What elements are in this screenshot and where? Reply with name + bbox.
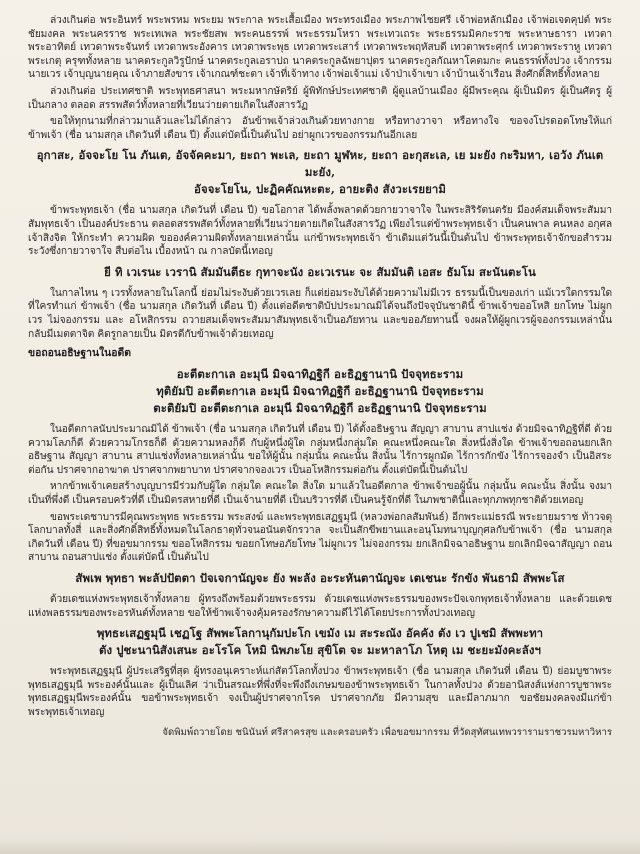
publisher-credit: จัดพิมพ์ถวายโดย ชนินันท์ ศรีสาครสุข และครอบครัว เพื่อขอขมากรรม ที่วัดสุทัศนเทพวรารามราชวรมหาวิหาร bbox=[162, 726, 612, 738]
chant-line: อัจจะโยโน, ปะฏิคคัณหะตะ, อายะติง สังวะเรยยามิ bbox=[194, 182, 446, 197]
page-bottom-edge bbox=[0, 838, 640, 854]
chant-line: สัพเพ พุทธา พะลัปปัตตา ปัจเจกานัญจะ ยัง พะลัง อะระหันตานัญจะ เตเชนะ รักขัง พันธามิ สัพพะโส bbox=[75, 571, 565, 586]
chant-ukasa bbox=[28, 147, 612, 198]
paragraph-forgiveness: ในกาลไหน ๆ เวรทั้งหลายในโลกนี้ ย่อมไม่ระงับด้วยเวรเลย ก็แต่ย่อมระงับได้ด้วยความไม่มีเวร ธรรมนี้เป็นของเก่า แม้เวรใดกรรมใดที่ใครทำแก่ ข้าพเจ้า (ชื่อ นามสกุล เกิดวันที่ เดือน ปี) ตั้งแต่อดีตชาติบัปประมาณมิได้จนถึงปัจจุบันชาตินี้ ข้าพเจ้าขออโหสิ ยกโทษ ไม่ผูกเวร ไม่จองกรรม และ อโหสิกรรม ถวายสมเด็จพระสัมมาสัมพุทธเจ้าเป็นอภัยทาน และขออภัยทานนี้ จงผลให้ผู้ผูกเวรผู้จองกรรมเหล่านั้น กลับมีเมตตาจิต คิดรูกลายเป็น มิตรดีกับข้าพเจ้าด้วยเทอญ bbox=[28, 287, 612, 340]
chant-buddha-settha bbox=[28, 625, 612, 659]
chant-line: อะตีตะกาเล อะมุนี มิจฉาทิฏฐิกี อะธิฏฐานานิ ปัจจุทธะราม bbox=[176, 367, 464, 382]
chant-line: ยี ทิ เวเรนะ เวรานิ สัมมันตีธะ กุทาจะนัง อะเวเรนะ จะ สัมมันติ เอสะ ธัมโม สะนันตะโน bbox=[104, 264, 536, 279]
chant-line: พุทธะเสฏฐมุนี เชฏโฐ สัพพะโลกานุกัมปะโก เขมัง เม สะระณัง อัคคัง ตัง เว ปูเชมิ สัพพะทา bbox=[96, 626, 544, 641]
paragraph-protection: ด้วยเดชแห่งพระพุทธเจ้าทั้งหลาย ผู้ทรงถึงพร้อมด้วยพระธรรม ด้วยเดชแห่งพระธรรมของพระปัจเจกพุทธเจ้าทั้งหลาย และด้วยเดชแห่งพลธรรมของพระอรหันต์ทั้งหลาย ขอให้ข้าพเจ้าจงคุ้มครองรักษาความดีไว้ได้โดยประการทั้งปวงเทอญ bbox=[28, 594, 612, 619]
paragraph-revoke-vows: ในอดีตกาลนับประมาณมิได้ ข้าพเจ้า (ชื่อ นามสกุล เกิดวันที่ เดือน ปี) ได้ตั้งอธิษฐาน สัญญา สาบาน สาปแช่ง ด้วยมิจฉาทิฏฐิที่ดี ด้วยความโลภก็ดี ด้วยความโกรธก็ดี ด้วยความหลงก็ดี กับผู้หนึ่งผู้ใด กลุ่มหนึ่งกลุ่มใด คณะหนึ่งคณะใด สิ่งหนึ่งสิ่งใด ข้าพเจ้าขอถอนยกเลิกอธิษฐาน สัญญา สาบาน สาปแช่งทั้งหลายเหล่านั้น ขอให้ผู้นั้น กลุ่มนั้น คณะนั้น สิ่งนั้น ไร้การผูกมัด ไร้การกักขัง ไร้การจองจำ เป็นอิสระต่อกัน ปราศจากอาฆาต ปราศจากพยาบาท ปราศจากจองเวร เป็นอโหสิกรรมต่อกัน ตั้งแต่บัดนี้เป็นต้นไป bbox=[28, 424, 612, 476]
chant-verana bbox=[28, 264, 612, 281]
chant-revoke-vows bbox=[28, 366, 612, 417]
paragraph-witnesses: ขอพระเดชาบารมีคุณพระพุทธ พระธรรม พระสงฆ์ และพระพุทธเสฏฐมุนี (หลวงพ่อกลสัมพันธ์) อีกพระแม่ธรณี พระยายมราช ท้าวจตุโลกบาลทั้งสี่ และสิ่งศักดิ์สิทธิ์ทั้งหมดในโลกธาตุทั่วจนอนันตจักรวาล จะเป็นสักขีพยานและอนุโมทนาบุญกุศลกับข้าพเจ้า (ชื่อ นามสกุล เกิดวันที่ เดือน ปี) ที่ขอขมากรรม ขออโหสิกรรม ขอยกโทษอภัยโทษ ไม่ผูกเวร ไม่จองกรรม ยกเลิกมิจฉาอธิษฐาน ยกเลิกมิจฉาสัญญา ถอนสาบาน ถอนสาปแช่ง ตั้งแต่บัดนี้ เป็นต้นไป bbox=[28, 511, 612, 564]
section-heading-past-vows: ขอถอนอธิษฐานในอดีต bbox=[28, 347, 131, 360]
paragraph-offended-deities: ล่วงเกินต่อ พระอินทร์ พระพรหม พระยม พระกาล พระเสื้อเมือง พระทรงเมือง พระภาพไชยศรี เจ้าพ่อหลักเมือง เจ้าพ่อเจดคุปต์ พระชัยมงคล พระนครราช พระเทเพล พระชัยสพ พระคนธรรพ์ พระธรรมโหรา พระเทวเถระ พระธรรมมิคกะราช พระหาษธารา เทวดาพระอาทิตย์ เทวดาพระจันทร์ เทวดาพระอังคาร เทวดาพระพุธ เทวดาพระเสาร์ เทวดาพระพฤหัสบดี เทวดาพระศุกร์ เทวดาพระราหู เทวดาพระเกตุ ครุฑทั้งหลาย นาคตระกูลวิรูปักษ์ นาคตระกูลเอราปถ นาคตระกูลฉัพยาปุตร นาคตระกูลกัณหาโคตมกะ คนธรรพ์ทั้งปวง เจ้ากรรมนายเวร เจ้าบุญนายคุณ เจ้าภายสังขาร เจ้าเกณฑ์ชะตา เจ้าที่เจ้าทาง เจ้าพ่อเจ้าแม่ เจ้าป่าเจ้าเขา เจ้าบ้านเจ้าเรือน สิ่งศักดิ์สิทธิ์ทั้งหลาย bbox=[28, 15, 612, 81]
paragraph-worship: พระพุทธเสฏฐมุนี ผู้ประเสริฐที่สุด ผู้ทรงอนุเคราะห์แก่สัตว์โลกทั้งปวง ข้าพระพุทธเจ้า (ชื่อ นามสกุล เกิดวันที่ เดือน ปี) ย่อมบูชาพระพุทธเสฏฐมุนี พระองค์นั้นและ ผู้เป็นเลิศ ว่าเป็นสรณะที่พึ่งที่จะพึงถึงเกษมของข้าพระพุทธเจ้า ในกาลทั้งปวง ด้วยอานิสงส์แห่งการบูชาพระพุทธเสฏฐมุนีพระองค์นั้น ขอข้าพระพุทธเจ้า จงเป็นผู้ปราศจากโรค ปราศจากภัย มีความสุข และมีลาภมาก ขอชัยมงคลจงมีแก่ข้าพระพุทธเจ้าเทอญ bbox=[28, 666, 612, 718]
paragraph-confession: ข้าพระพุทธเจ้า (ชื่อ นามสกุล เกิดวันที่ เดือน ปี) ขอโอกาส ได้พลั้งพลาดด้วยกายวาจาใจ ในพระสิริรัตนตรัย มีองค์สมเด็จพระสัมมาสัมพุทธเจ้า เป็นองค์ประธาน ตลอดสรรพสัตว์ทั้งหลายที่เวียนว่ายตายเกิดในสังสารวัฏ เพียงไรแต่ข้าพระพุทธเจ้า เป็นคนพาล คนหลง อกุศล เจ้าสิงจิต ให้กระทำ ความผิด ขอองค์ความผิดทั้งหลายเหล่านั้น แก่ข้าพระพุทธเจ้า ข้าเดิมแต่วันนี้เป็นต้นไป ข้าพระพุทธเจ้าจักขอสำรวมระวังซึ่งกายวาจาใจ สืบต่อไน เบื้องหน้า ณ กาลบัดนี้เทอญ bbox=[28, 205, 612, 258]
chant-line: ทุติยัมปิ อะตีตะกาเล อะมุนี มิจฉาทิฏฐิกี อะธิฏฐานานิ ปัจจุทธะราม bbox=[156, 384, 484, 399]
paragraph-merit: หากข้าพเจ้าเคยสร้างบุญบารมีร่วมกับผู้ใด กลุ่มใด คณะใด สิ่งใด มาแล้วในอดีตกาล ข้าพเจ้าขอผู้นั้น กลุ่มนั้น คณะนั้น สิ่งนั้น จงมาเป็นที่พึ่งดี เป็นครอบครัวที่ดี เป็นมิตรสหายที่ดี เป็นเจ้านายที่ดี เป็นบริวารที่ดี เป็นคนรู้จักที่ดี ในภพชาตินี้และทุกภพทุกชาติด้วยเทอญ bbox=[28, 481, 612, 507]
paragraph-request-forgiveness: ขอให้ทุกนามที่กล่าวมาแล้วและไม่ได้กล่าว อันข้าพเจ้าล่วงเกินด้วยทางกาย หรือทางวาจา หรือทางใจ ขอจงโปรดอดโทษให้แก่ข้าพเจ้า (ชื่อ นามสกุล เกิดวันที่ เดือน ปี) ตั้งแต่บัดนี้เป็นต้นไป อย่าผูกเวรของกรรมกันอีกเลย bbox=[28, 116, 612, 141]
chant-sabbe-buddha bbox=[28, 570, 612, 587]
chant-line: อุกาสะ, อัจจะโย โน ภันเต, อัจจัคคะมา, ยะถา พะเล, ยะถา มูฬหะ, ยะถา อะกุสะเล, เย มะยัง กะริมหา, เอวัง ภันเต มะยัง, bbox=[36, 148, 604, 180]
chant-line: ตะติยัมปิ อะตีตะกาเล อะมุนี มิจฉาทิฏฐิกี อะธิฏฐานานิ ปัจจุทธะราม bbox=[153, 401, 487, 416]
chant-line: ตัง ปูชะนานิสังเสนะ อะโรโค โหมิ นิพภะโย สุขิโต จะ มะหาลาโภ โหตุ เม ชะยะมังคะลังฯ bbox=[98, 643, 541, 658]
paragraph-offended-nation: ล่วงเกินต่อ ประเทศชาติ พระพุทธศาสนา พระมหากษัตริย์ ผู้พิทักษ์ประเทศชาติ ผู้ดูแลบ้านเมือง ผู้มีพระคุณ ผู้เป็นมิตร ผู้เป็นศัตรู ผู้เป็นกลาง ตลอด สรรพสัตว์ทั้งหลายที่เวียนว่ายตายเกิดในสังสารวัฏ bbox=[28, 85, 612, 111]
